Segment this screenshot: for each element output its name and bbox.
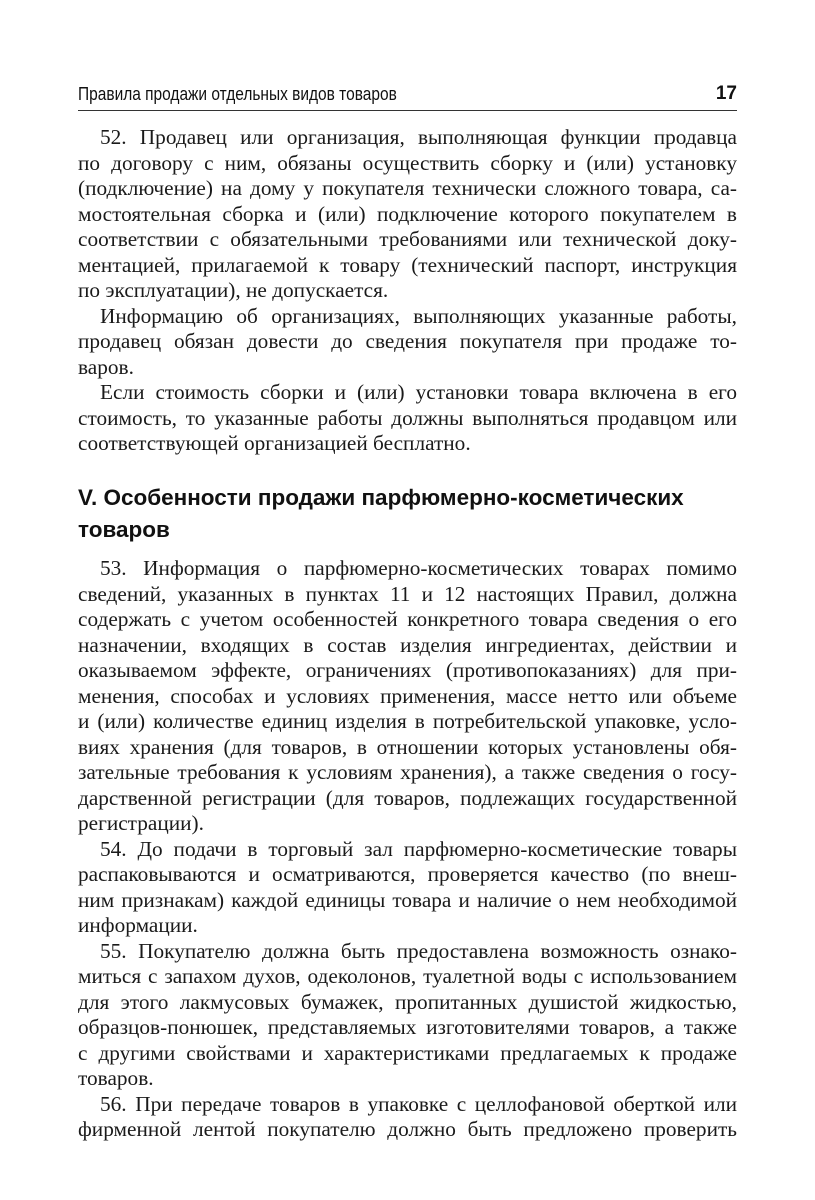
text-line: соответствии с обязательными требованиями или технической доку- bbox=[78, 227, 737, 251]
text-line: 52. Продавец или организация, выполняющая функции продавца bbox=[100, 125, 737, 149]
text-line: для этого лакмусовых бумажек, пропитанных душистой жидкостью, bbox=[78, 989, 737, 1014]
running-header-title: Правила продажи отдельных видов товаров bbox=[78, 84, 397, 104]
text-line: 56. При передаче товаров в упаковке с целлофановой оберткой или bbox=[100, 1091, 737, 1116]
text-line: продавец обязан довести до сведения покупателя при продаже то- bbox=[78, 329, 737, 353]
text-line: (подключение) на дому у покупателя технически сложного товара, са- bbox=[78, 176, 737, 200]
text-line: и (или) количестве единиц изделия в потребительской упаковке, усло- bbox=[78, 709, 737, 733]
text-block-section-v bbox=[78, 556, 737, 1143]
text-line: оказываемом эффекте, ограничениях (противопоказаниях) для при- bbox=[78, 658, 737, 682]
section-heading bbox=[78, 482, 758, 546]
text-line: по договору с ним, обязаны осуществить сборку и (или) установку bbox=[78, 150, 737, 175]
text-line: информации. bbox=[78, 913, 198, 937]
page-number: 17 bbox=[715, 83, 737, 104]
text-line: виях хранения (для товаров, в отношении которых установлены обя- bbox=[78, 734, 737, 759]
text-line: распаковываются и осматриваются, проверяется качество (по внеш- bbox=[78, 862, 737, 886]
text-line: 54. До подачи в торговый зал парфюмерно-косметические товары bbox=[100, 836, 737, 861]
text-line: зательные требования к условиям хранения), а также сведения о госу- bbox=[78, 760, 737, 784]
text-line: с другими свойствами и характеристиками предлагаемых к продаже bbox=[78, 1040, 737, 1065]
text-line: назначении, входящих в состав изделия ингредиентах, действии и bbox=[78, 632, 737, 657]
section-heading-line: V. Особенности продажи парфюмерно-косметических bbox=[78, 485, 684, 510]
text-line: миться с запахом духов, одеколонов, туалетной воды с использованием bbox=[78, 964, 737, 988]
text-line: содержать с учетом особенностей конкретного товара сведения о его bbox=[78, 607, 737, 631]
text-line: Если стоимость сборки и (или) установки товара включена в его bbox=[100, 380, 737, 404]
text-line: 53. Информация о парфюмерно-косметических товарах помимо bbox=[100, 556, 737, 580]
text-line: сведений, указанных в пунктах 11 и 12 настоящих Правил, должна bbox=[78, 581, 737, 606]
text-line: варов. bbox=[78, 354, 134, 379]
text-line: Информацию об организациях, выполняющих указанные работы, bbox=[100, 303, 737, 328]
section-heading-line: товаров bbox=[78, 517, 170, 542]
text-line: образцов-понюшек, представляемых изготовителями товаров, а также bbox=[78, 1015, 737, 1039]
text-line: дарственной регистрации (для товаров, подлежащих государственной bbox=[78, 785, 737, 810]
text-line: фирменной лентой покупателю должно быть предложено проверить bbox=[78, 1117, 737, 1141]
text-block-item-52 bbox=[78, 125, 737, 457]
text-line: по эксплуатации), не допускается. bbox=[78, 278, 389, 302]
text-line: стоимость, то указанные работы должны выполняться продавцом или bbox=[78, 405, 737, 430]
text-line: 55. Покупателю должна быть предоставлена возможность ознако- bbox=[100, 938, 737, 963]
running-header bbox=[78, 80, 737, 111]
text-line: менения, способах и условиях применения, массе нетто или объеме bbox=[78, 683, 737, 708]
text-line: ментацией, прилагаемой к товару (технический паспорт, инструкция bbox=[78, 252, 737, 277]
text-line: ним признакам) каждой единицы товара и наличие о нем необходимой bbox=[78, 887, 737, 912]
text-line: регистрации). bbox=[78, 811, 204, 835]
text-line: мостоятельная сборка и (или) подключение которого покупателем в bbox=[78, 201, 737, 226]
text-line: соответствующей организацией бесплатно. bbox=[78, 431, 471, 455]
text-line: товаров. bbox=[78, 1066, 154, 1090]
